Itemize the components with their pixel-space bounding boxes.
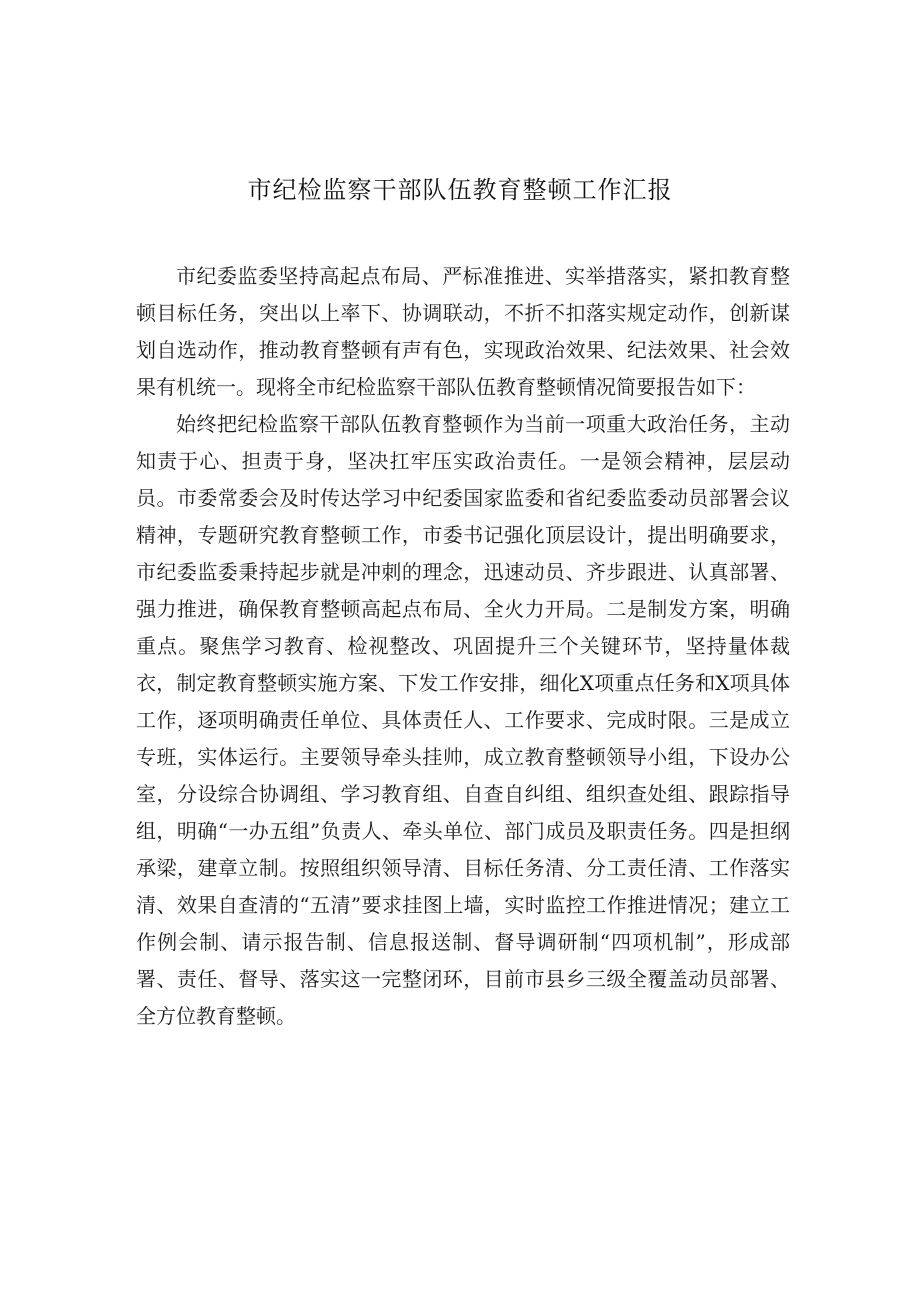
paragraph-main: 始终把纪检监察干部队伍教育整顿作为当前一项重大政治任务，主动知责于心、担责于身，坚决扛牢压实政治责任。一是领会精神，层层动员。市委常委会及时传达学习中纪委国家监委和省纪委监委动员部署会议精神，专题研究教育整顿工作，市委书记强化顶层设计，提出明确要求，市纪委监委秉持起步就是冲刺的理念，迅速动员、齐步跟进、认真部署、强力推进，确保教育整顿高起点布局、全火力开局。二是制发方案，明确重点。聚焦学习教育、检视整改、巩固提升三个关键环节，坚持量体裁衣，制定教育整顿实施方案、下发工作安排，细化X项重点任务和X项具体工作，逐项明确责任单位、具体责任人、工作要求、完成时限。三是成立专班，实体运行。主要领导牵头挂帅，成立教育整顿领导小组，下设办公室，分设综合协调组、学习教育组、自查自纠组、组织查处组、跟踪指导组，明确“一办五组”负责人、牵头单位、部门成员及职责任务。四是担纲承梁，建章立制。按照组织领导清、目标任务清、分工责任清、工作落实清、效果自查清的“五清”要求挂图上墙，实时监控工作推进情况；建立工作例会制、请示报告制、信息报送制、督导调研制“四项机制”，形成部署、责任、督导、落实这一完整闭环，目前市县乡三级全覆盖动员部署、全方位教育整顿。 — [136, 412, 790, 1028]
document-body — [136, 258, 790, 1035]
paragraph-intro: 市纪委监委坚持高起点布局、严标准推进、实举措落实，紧扣教育整顿目标任务，突出以上率下、协调联动，不折不扣落实规定动作，创新谋划自选动作，推动教育整顿有声有色，实现政治效果、纪法效果、社会效果有机统一。现将全市纪检监察干部队伍教育整顿情况简要报告如下： — [136, 264, 790, 399]
document-title: 市纪检监察干部队伍教育整顿工作汇报 — [247, 176, 673, 204]
